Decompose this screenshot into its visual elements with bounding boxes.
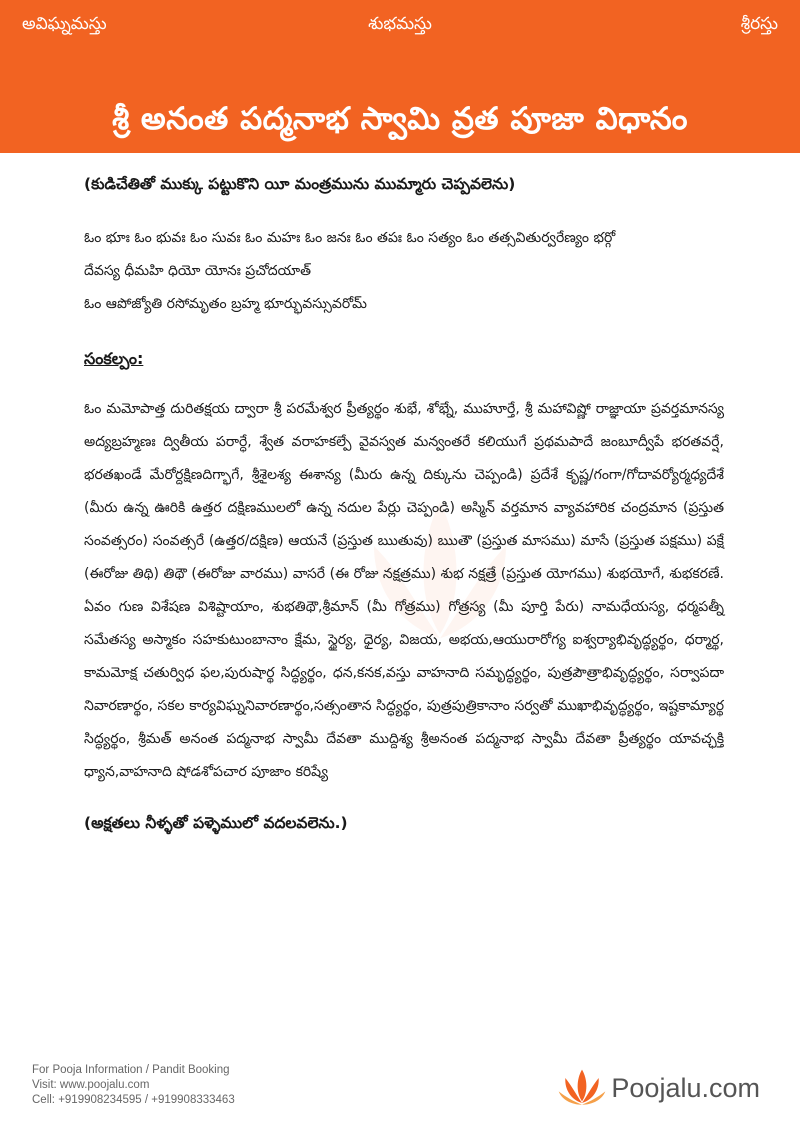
page-title: శ్రీ అనంత పద్మనాభ స్వామి వ్రత పూజా విధానం [112,100,688,137]
brand-name: Poojalu.com [611,1072,760,1103]
footer-website-line[interactable]: Visit: www.poojalu.com [32,1079,150,1091]
blessing-left: అవిఘ్నమస్తు [22,14,107,34]
page-header [0,0,800,153]
mantra-line: దేవస్య ధీమహి ధియో యోనః ప్రచోదయాత్ [84,263,312,279]
mantra-line: ఓం ఆపోజ్యోతి రసోమృతం బ్రహ్మ భూర్భువస్సువరోమ్ [84,296,367,312]
blessing-center: శుభమస్తు [368,14,432,34]
footer-phone-line: Cell: +919908234595 / +919908333463 [32,1094,235,1106]
footer-info-line: For Pooja Information / Pandit Booking [32,1064,230,1076]
breathing-instruction: (కుడిచేతితో ముక్కు పట్టుకొని యీ మంత్రమును ముమ్మారు చెప్పవలెను) [84,175,516,193]
closing-instruction: (అక్షతలు నీళ్ళతో పళ్ళెములో వదలవలెను.) [84,814,348,832]
mantra-line: ఓం భూః ఓం భువః ఓం సువః ఓం మహః ఓం జనః ఓం తపః ఓం సత్యం ఓం తత్సవితుర్వరేణ్యం భర్గో [84,230,616,246]
gayatri-mantra-block [84,222,724,321]
blessing-right: శ్రీరస్తు [740,14,778,34]
brand-logo[interactable] [557,1066,760,1110]
lotus-icon [557,1066,607,1110]
document-body [84,172,724,835]
sankalpam-text: ఓం మమోపాత్త దురితక్షయ ద్వారా శ్రీ పరమేశ్వర ప్రీత్యర్థం శుభే, శోభ్నే, ముహూర్తే, శ్రీ మహావిష్ణో రాజ్ఞాయా ప్రవర్తమానస్య అద్యబ్రహ్మణః ద్వితీయ పరార్ధే, శ్వేత వరాహకల్పే వైవస్వత మన్వంతరే కలియుగే ప్రథమపాదే జంబూద్వీపే భరతవర్షే, భరతఖండే మేరోర్దక్షిణదిగ్భాగే, శ్రీశైలశ్య ఈశాన్య (మీరు ఉన్న దిక్కును చెప్పండి) ప్రదేశే కృష్ణ/గంగా/గోదావర్యోర్మధ్యదేశే (మీరు ఉన్న ఊరికి ఉత్తర దక్షిణములలో ఉన్న నదుల పేర్లు చెప్పండి) అస్మిన్ వర్తమాన వ్యావహారిక చంద్రమాన (ప్రస్తుత సంవత్సరం) సంవత్సరే (ఉత్తర/దక్షిణ) ఆయనే (ప్రస్తుత ఋతువు) ఋతౌ (ప్రస్తుత మాసము) మాసే (ప్రస్తుత పక్షము) పక్షే (ఈరోజు తిథి) తిథౌ (ఈరోజు వారము) వాసరే (ఈ రోజు నక్షత్రము) శుభ నక్షత్రే (ప్రస్తుత యోగము) శుభయోగే, శుభకరణే. ఏవం గుణ విశేషణ విశిష్టాయాం, శుభతిథౌ,శ్రీమాన్ (మీ గోత్రము) గోత్రస్య (మీ పూర్తి పేరు) నామధేయస్య, ధర్మపత్నీ సమేతస్య అస్మాకం సహకుటుంబానాం క్షేమ, స్థైర్య, ధైర్య, విజయ, అభయ,ఆయురారోగ్య ఐశ్వర్యాభివృద్ధ్యర్థం, ధర్మార్థ, కామమోక్ష చతుర్విధ ఫల,పురుషార్థ సిద్ధ్యర్థం, ధన,కనక,వస్తు వాహనాది సమృద్ధ్యర్థం, పుత్రపౌత్రాభివృద్ధ్యర్థం, సర్వాపదా నివారణార్థం, సకల కార్యవిఘ్ననివారణార్థం,సత్సంతాన సిద్ధ్యర్థం, పుత్రపుత్రికానాం సర్వతో ముఖాభివృద్ధ్యర్థం, ఇష్టకామ్యార్థ సిద్ధ్యర్థం, శ్రీమత్ అనంత పద్మనాభ స్వామీ దేవతా ముద్దిశ్య శ్రీఅనంత పద్మనాభ స్వామీ దేవతా ప్రీత్యర్థం యావచ్ఛక్తి ధ్యాన,వాహనాది షోడశోపచార పూజాం కరిష్యే [84,401,724,780]
contact-footer [32,1063,432,1108]
blessings-row [0,14,800,44]
sankalpam-heading: సంకల్పం: [84,349,144,368]
